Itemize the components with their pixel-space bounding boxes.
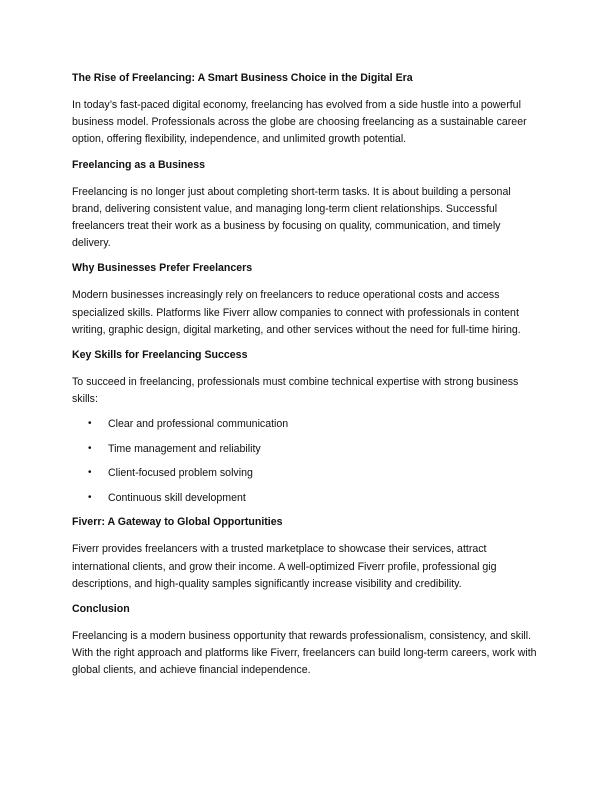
section-heading-skills: Key Skills for Freelancing Success <box>72 349 248 362</box>
section-text-fiverr: Fiverr provides freelancers with a trusted marketplace to showcase their services, attract international clients, and grow their income. A well-optimized Fiverr profile, professional gig descriptions, and high-quality samples significantly increase visibility and credibility. <box>72 543 497 590</box>
bullet-icon: • <box>88 491 92 503</box>
section-heading-why: Why Businesses Prefer Freelancers <box>72 262 253 275</box>
list-item <box>72 416 542 432</box>
list-item <box>72 441 542 457</box>
bullet-icon: • <box>88 467 92 479</box>
section-text-skills: To succeed in freelancing, professionals must combine technical expertise with strong business skills: <box>72 376 519 406</box>
section-heading-fiverr: Fiverr: A Gateway to Global Opportunities <box>72 516 283 529</box>
intro-paragraph: In today’s fast-paced digital economy, freelancing has evolved from a side hustle into a powerful business model. Professionals across the globe are choosing freelancing as a sustainable career option, offering flexibility, independence, and unlimited growth potential. <box>72 99 527 146</box>
section-heading-business: Freelancing as a Business <box>72 158 206 171</box>
document-title: The Rise of Freelancing: A Smart Business Choice in the Digital Era <box>72 72 413 84</box>
section-text-conclusion: Freelancing is a modern business opportunity that rewards professionalism, consistency, and skill. With the right approach and platforms like Fiverr, freelancers can build long-term careers, work with global clients, and achieve financial independence. <box>72 630 537 677</box>
bullet-icon: • <box>88 418 92 430</box>
section-text-business: Freelancing is no longer just about completing short-term tasks. It is about building a personal brand, delivering consistent value, and managing long-term client relationships. Successful freelancers treat their work as a business by focusing on quality, communication, and timely delivery. <box>72 185 511 250</box>
list-item-text: Client-focused problem solving <box>108 467 253 480</box>
list-item-text: Clear and professional communication <box>108 418 289 431</box>
list-item <box>72 465 542 481</box>
section-text-why: Modern businesses increasingly rely on freelancers to reduce operational costs and access specialized skills. Platforms like Fiverr allow companies to connect with professionals in content writing, graphic design, digital marketing, and other services without the need for full-time hiring. <box>72 289 521 336</box>
section-heading-conclusion: Conclusion <box>72 603 130 616</box>
document-page <box>72 70 542 688</box>
list-item-text: Time management and reliability <box>108 442 261 455</box>
list-item-text: Continuous skill development <box>108 491 246 504</box>
bullet-icon: • <box>88 442 92 454</box>
list-item <box>72 490 542 506</box>
skills-list <box>72 416 542 506</box>
